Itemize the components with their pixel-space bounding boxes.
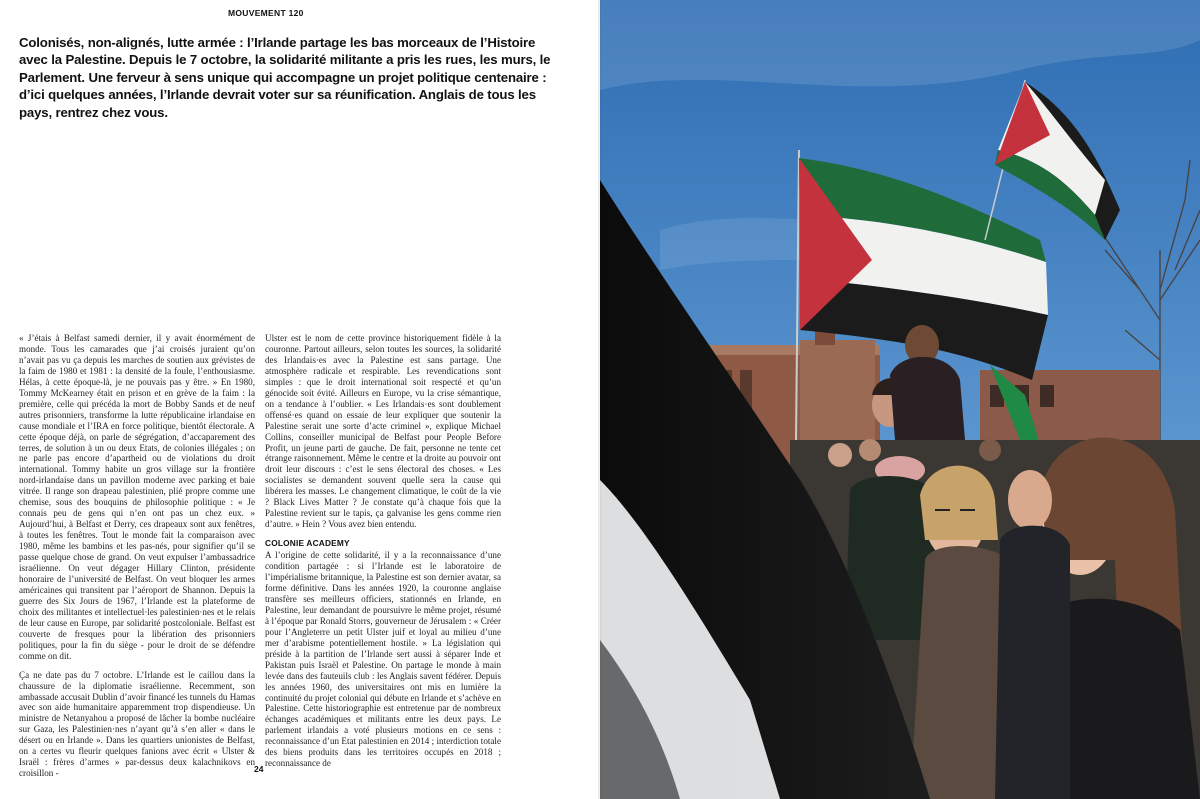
spread-gutter — [598, 0, 602, 799]
paragraph: A l’origine de cette solidarité, il y a la reconnaissance d’une condition partagée : si l’Irlande est le laboratoire de l’impérialisme britannique, la Palestine est son dernier avatar, sa forme définitive. Dans les années 1920, la couronne anglaise transfère ses meilleurs officiers, stationnés en Irlande, en Palestine, leur demandant de poursuivre le même projet, résumé à l’époque par Ronald Storrs, gouverneur de Jérusalem : « Créer pour l’Angleterre un petit Ulster juif et loyal au milieu d’une mer d’arabisme potentiellement hostile. » La législation qui préside à la partition de l’Irlande sert aussi à séparer Inde et Pakistan puis Israël et Palestine. On partage le monde à main levée dans des fauteuils club : les Anglais savent fédérer. Depuis les années 1960, des universitaires ont mis en lumière la continuité du projet colonial qui débute en Irlande et s’achève en Palestine. Cette historiographie est entretenue par de nombreux échanges académiques et militants entre les deux pays. Le parlement irlandais a voté plusieurs motions en ce sens : reconnaissance d’un Etat palestinien en 2014 ; interdiction totale des biens produits dans les territoires occupés en 2018 ; reconnaissance de — [265, 550, 501, 769]
subheading: COLONIE ACADEMY — [265, 538, 350, 549]
paragraph: Ulster est le nom de cette province historiquement fidèle à la couronne. Partout ailleurs, selon toutes les sources, la solidarité des Irlandais·es avec la Palestine est sans partage. Une atmosphère radicale et respirable. Les revendications sont simples : que le droit international soit respecté et qu’un génocide soit évité. Ailleurs en Europe, vu la crise sémantique, on a tendance à l’oublier. « Les Irlandais·es sont doublement offensé·es quand on essaie de leur expliquer que soutenir la Palestine serait une sorte d’acte criminel », explique Michael Collins, conseiller municipal de Belfast pour People Before Profit, un jeune parti de gauche. De fait, personne ne tente cet étrange raisonnement. Même le centre et la droite au pouvoir ont droit leur discours : c’est le sens électoral des choses. « Les socialistes se demandent souvent quelle sera la cause qui libérera les masses. Le changement climatique, le coût de la vie ? Black Lives Matter ? Je constate qu’à chaque fois que la Palestine revient sur le tapis, ça galvanise les gens comme rien d’autre. » Hein ? Vous avez bien entendu. — [265, 333, 501, 530]
article-column-2 — [265, 333, 501, 769]
article-column-1 — [19, 333, 255, 779]
section-label: MOUVEMENT 120 — [228, 8, 304, 18]
paragraph: « J’étais à Belfast samedi dernier, il y avait énormément de monde. Tous les camarades que j’ai croisés juraient qu’on n’avait pas vu ça depuis les marches de soutien aux grévistes de la faim de 1980 et 1981 : la densité de la foule, l’enthousiasme. Hélas, à cette époque-là, je ne pouvais pas y être. » En 1980, Tommy McKearney était en prison et en grève de la faim : la première, celle qui précéda la mort de Bobby Sands et de neuf autres prisonniers, transforme la lutte républicaine irlandaise en cause mondiale et l’IRA en force politique, bientôt électorale. A cette époque déjà, on parle de ségrégation, d’accaparement des terres, de solution à un ou deux Etats, de colonies illégales ; on ne parle pas encore d’apartheid ou de violations du droit international. Tommy habite un gros village sur la frontière nord-irlandaise dans un pavillon moderne avec parking et baie vitrée. Il range son drapeau palestinien, plié propre comme une chemise, sous des bouquins de philosophie politique : « Je connais peu de gens qui n’en ont pas un chez eux. » Aujourd’hui, à Belfast et Derry, ces drapeaux sont aux fenêtres, à toutes les fenêtres. Tout le monde fait la comparaison avec 1980, même les bambins et les pas-nés, pour signifier qu’il se passe quelque chose de grand. On veut expulser l’ambassadrice israélienne. On veut dégager Hillary Clinton, présidente honoraire de l’université de Belfast. On veut bloquer les armes américaines qui transitent par l’aéroport de Shannon. Depuis la guerre des Six Jours de 1967, l’Irlande est la plateforme de choix des militantes et intellectuel·les palestinien·nes et le relais de leur cause en Europe, par solidarité postcoloniale. Belfast est couverte de fresques pour la libération des prisonniers politiques, pour la fin du siège - pour le droit de se défendre comme on dit. — [19, 333, 255, 661]
right-page-photo — [600, 0, 1200, 799]
standfirst: Colonisés, non-alignés, lutte armée : l’Irlande partage les bas morceaux de l’Histoire avec la Palestine. Depuis le 7 octobre, la solidarité militante a pris les rues, les murs, le Parlement. Une ferveur à sens unique qui accompagne un projet politique centenaire : d’ici quelques années, l’Irlande devrait voter sur sa réunification. Anglais de tous les pays, rentrez chez vous. — [19, 35, 551, 120]
page-number: 24 — [254, 764, 264, 774]
protest-photo — [600, 0, 1200, 799]
paragraph: Ça ne date pas du 7 octobre. L’Irlande est le caillou dans la chaussure de la diplomatie israélienne. Recemment, son ambassade accusait Dublin d’avoir financé les tunnels du Hamas avec son aide humanitaire apparemment trop dispendieuse. Un ministre de Netanyahou a proposé de lâcher la bombe nucléaire sur Gaza, les Palestinien·nes n’ayant qu’à s’en aller « dans le désert ou en Irlande ». Dans les quartiers unionistes de Belfast, on a certes vu fleurir quelques fanions avec écrit « Ulster & Israël : frères d’armes » par-dessus deux kalachnikovs en croisillon - — [19, 669, 255, 779]
